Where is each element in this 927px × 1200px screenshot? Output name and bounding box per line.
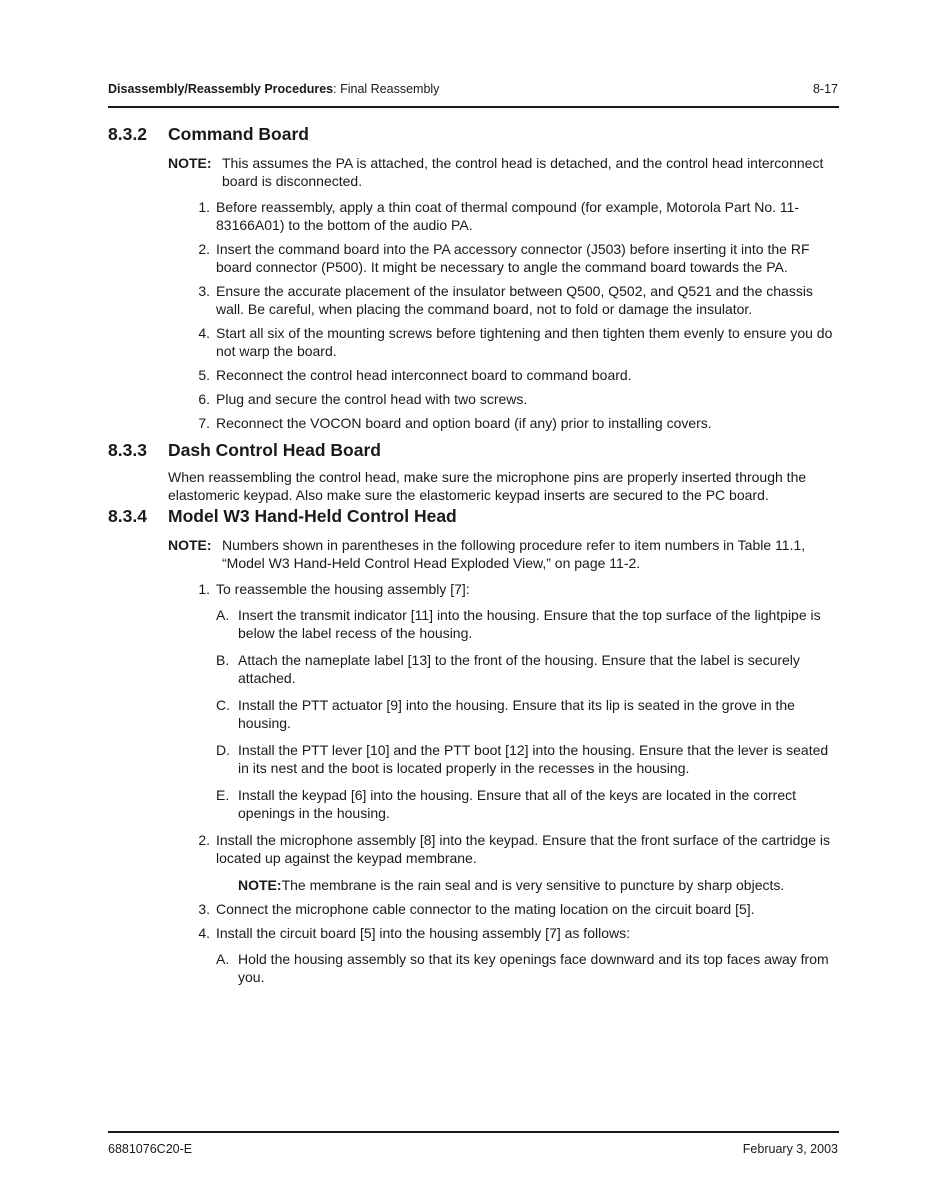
header-chapter: Disassembly/Reassembly Procedures	[108, 82, 334, 96]
section-heading-command-board	[108, 122, 838, 146]
list-item	[198, 282, 838, 318]
section-heading-w3-control-head	[108, 504, 838, 528]
substep-text: Attach the nameplate label [13] to the front of the housing. Ensure that the label is securely attached.	[238, 652, 800, 686]
housing-substeps	[216, 606, 838, 822]
step-marker: 4.	[198, 925, 210, 941]
step-text: Reconnect the VOCON board and option board (if any) prior to installing covers.	[216, 415, 712, 431]
step-text: Ensure the accurate placement of the insulator between Q500, Q502, and Q521 and the chassis wall. Be careful, when placing the command board, not to fold or damage the insulator.	[216, 283, 813, 317]
step-text: To reassemble the housing assembly [7]:	[216, 581, 470, 597]
list-item	[198, 240, 838, 276]
step-marker: 5.	[198, 367, 210, 383]
list-item	[216, 696, 838, 732]
list-item	[198, 831, 838, 894]
step-text: Start all six of the mounting screws before tightening and then tighten them evenly to ensure you do not warp the board.	[216, 325, 833, 359]
w3-control-head-steps	[108, 580, 838, 986]
header-page-number: 8-17	[812, 82, 838, 96]
substep-marker: B.	[216, 652, 230, 668]
step-text: Connect the microphone cable connector to the mating location on the circuit board [5].	[216, 901, 755, 917]
note-w3-control-head	[168, 536, 838, 572]
section-title: Model W3 Hand-Held Control Head	[168, 506, 457, 526]
substep-marker: D.	[216, 742, 230, 758]
note-command-board	[168, 154, 838, 190]
header-separator: :	[333, 82, 341, 96]
list-item	[198, 198, 838, 234]
step-text: Plug and secure the control head with two screws.	[216, 391, 528, 407]
substep-text: Install the PTT actuator [9] into the housing. Ensure that its lip is seated in the grove in the housing.	[238, 697, 795, 731]
list-item	[198, 414, 838, 432]
footer-rule	[108, 1131, 839, 1133]
substep-text: Install the PTT lever [10] and the PTT boot [12] into the housing. Ensure that the lever is seated in its nest and the boot is located properly in the recesses in the housing.	[238, 742, 829, 776]
footer-doc-number: 6881076C20-E	[108, 1142, 193, 1156]
note-label: NOTE:	[168, 155, 212, 171]
page-content	[108, 122, 838, 995]
list-item	[198, 580, 838, 822]
section-number: 8.3.3	[108, 440, 147, 460]
step-text: Reconnect the control head interconnect board to command board.	[216, 367, 632, 383]
step-marker: 2.	[198, 832, 210, 848]
list-item	[216, 606, 838, 642]
circuit-board-substeps	[216, 950, 838, 986]
substep-marker: A.	[216, 951, 230, 967]
list-item	[198, 366, 838, 384]
running-header	[108, 82, 838, 96]
list-item	[198, 900, 838, 918]
list-item	[198, 390, 838, 408]
running-footer	[108, 1142, 838, 1156]
membrane-note	[238, 876, 838, 894]
step-marker: 3.	[198, 283, 210, 299]
section-number: 8.3.4	[108, 506, 147, 526]
step-marker: 1.	[198, 581, 210, 597]
step-marker: 2.	[198, 241, 210, 257]
step-text: Install the microphone assembly [8] into the keypad. Ensure that the front surface of the cartridge is located up against the keypad membrane.	[216, 832, 830, 866]
footer-date: February 3, 2003	[742, 1142, 838, 1156]
header-section: Final Reassembly	[340, 82, 440, 96]
header-rule	[108, 106, 839, 108]
list-item	[216, 786, 838, 822]
step-text: Insert the command board into the PA accessory connector (J503) before inserting it into the RF board connector (P500). It might be necessary to angle the command board towards the PA.	[216, 241, 810, 275]
step-marker: 6.	[198, 391, 210, 407]
dash-control-head-paragraph: When reassembling the control head, make sure the microphone pins are properly inserted through the elastomeric keypad. Also make sure the elastomeric keypad inserts are secured to the PC board.	[168, 469, 807, 503]
note-text: The membrane is the rain seal and is very sensitive to puncture by sharp objects.	[281, 877, 785, 893]
substep-text: Install the keypad [6] into the housing. Ensure that all of the keys are located in the correct openings in the housing.	[238, 787, 796, 821]
list-item	[198, 924, 838, 986]
step-marker: 7.	[198, 415, 210, 431]
section-heading-dash-control-head	[108, 438, 838, 462]
note-label: NOTE:	[168, 537, 212, 553]
section-number: 8.3.2	[108, 124, 147, 144]
step-text: Install the circuit board [5] into the housing assembly [7] as follows:	[216, 925, 630, 941]
substep-marker: E.	[216, 787, 230, 803]
step-marker: 1.	[198, 199, 210, 215]
substep-marker: C.	[216, 697, 230, 713]
section-title: Dash Control Head Board	[168, 440, 381, 460]
section-title: Command Board	[168, 124, 309, 144]
list-item	[198, 324, 838, 360]
note-label: NOTE:	[238, 877, 282, 893]
list-item	[216, 741, 838, 777]
substep-text: Hold the housing assembly so that its key openings face downward and its top faces away from you.	[238, 951, 829, 985]
command-board-steps	[108, 198, 838, 432]
step-text: Before reassembly, apply a thin coat of thermal compound (for example, Motorola Part No. 11-83166A01) to the bottom of the audio PA.	[216, 199, 800, 233]
step-marker: 4.	[198, 325, 210, 341]
note-text: Numbers shown in parentheses in the following procedure refer to item numbers in Table 11.1, “Model W3 Hand-Held Control Head Exploded View,” on page 11-2.	[222, 537, 806, 571]
list-item	[216, 651, 838, 687]
substep-marker: A.	[216, 607, 230, 623]
step-marker: 3.	[198, 901, 210, 917]
note-text: This assumes the PA is attached, the control head is detached, and the control head interconnect board is disconnected.	[222, 155, 824, 189]
list-item	[216, 950, 838, 986]
substep-text: Insert the transmit indicator [11] into the housing. Ensure that the top surface of the lightpipe is below the label recess of the housing.	[238, 607, 821, 641]
